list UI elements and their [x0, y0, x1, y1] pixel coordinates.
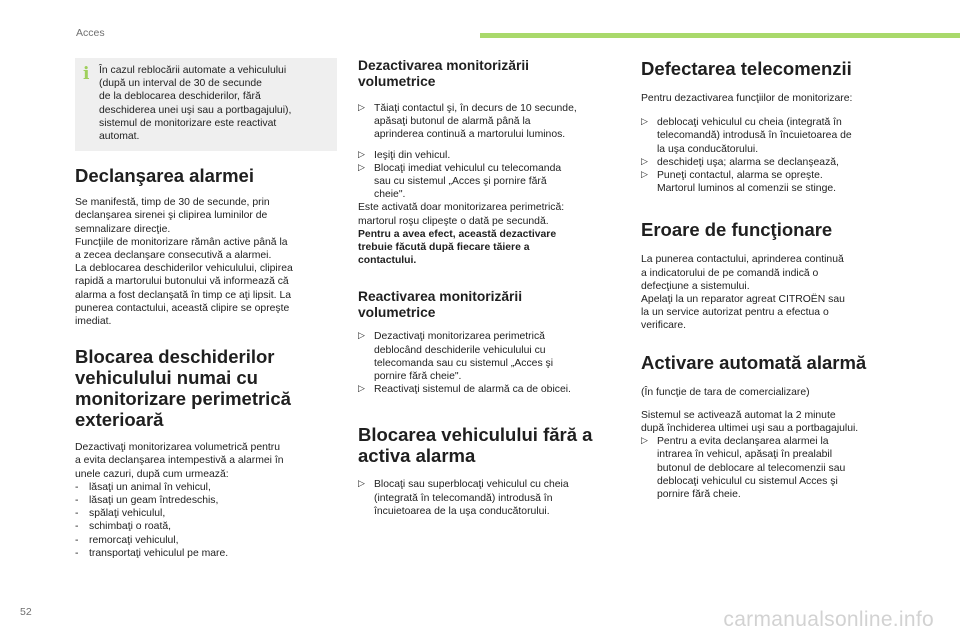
- perimeter-lock-list: [75, 481, 337, 560]
- remote-failure-intro: Pentru dezactivarea funcţiilor de monitorizare:: [641, 93, 853, 104]
- text-line: Ieşiţi din vehicul.: [374, 149, 451, 161]
- text-line: La deblocarea deschiderilor vehiculului, clipirea: [75, 263, 293, 275]
- list-item-text: [657, 116, 903, 156]
- list-item: [75, 481, 337, 494]
- text-line: declanşarea sirenei şi clipirea luminilor de: [75, 210, 268, 222]
- info-box: [75, 58, 337, 151]
- perimeter-lock-text: [75, 441, 337, 481]
- column-2: [358, 55, 620, 518]
- triangle-bullet-icon: ▷: [641, 156, 648, 167]
- text-line: Martorul luminos al comenzii se stinge.: [657, 183, 837, 195]
- info-text: [99, 64, 327, 143]
- list-item: [75, 534, 337, 547]
- heading-auto-activation: Activare automată alarmă: [641, 351, 867, 373]
- text-line: În cazul reblocării automate a vehiculului: [99, 65, 287, 76]
- triangle-bullet-icon: ▷: [641, 170, 648, 181]
- section-title: Acces: [76, 27, 105, 39]
- list-item-text: [657, 435, 903, 501]
- page-number: 52: [20, 606, 32, 618]
- list-item-text: spălaţi vehiculul,: [89, 508, 166, 520]
- text-line: pornire fără cheie".: [374, 371, 462, 383]
- dash-bullet: -: [75, 547, 79, 559]
- list-item-text: schimbaţi o roată,: [89, 521, 172, 533]
- column-3: [641, 55, 903, 501]
- text-line: punerea contactului, această clipire se opreşte: [75, 302, 290, 314]
- text-line: rapidă a martorului butonului vă informează că: [75, 276, 289, 288]
- text-line: Blocarea deschiderilor: [75, 346, 275, 368]
- triangle-bullet-icon: ▷: [358, 384, 365, 395]
- text-line: imediat.: [75, 316, 112, 328]
- triangle-bullet-icon: ▷: [358, 103, 365, 113]
- text-line: activa alarma: [358, 445, 476, 467]
- list-item-text: [657, 169, 903, 195]
- malfunction-text: [641, 253, 903, 332]
- list-item: [75, 494, 337, 507]
- text-line: încuietoarea de la uşa conducătorului.: [374, 505, 550, 517]
- text-line: deblocaţi vehiculul cu cheia (integrată în: [657, 117, 842, 129]
- text-line: Blocaţi sau superblocaţi vehiculul cu cheia: [374, 479, 569, 491]
- header-accent-bar: [480, 33, 960, 38]
- list-item-text: [374, 162, 620, 202]
- text-line: Apelaţi la un reparator agreat CITROËN sau: [641, 294, 845, 306]
- text-line: (integrată în telecomandă) introdusă în: [374, 492, 553, 504]
- triangle-bullet-icon: ▷: [358, 162, 365, 173]
- list-item-text: [374, 102, 620, 142]
- heading-volumetric-reactivation: [358, 289, 620, 321]
- list-item: [358, 478, 620, 518]
- text-line: Tăiaţi contactul şi, în decurs de 10 secunde,: [374, 103, 577, 114]
- text-line: deschideţi uşa; alarma se declanşează,: [657, 156, 839, 168]
- text-line: telecomandă) introdusă în încuietoarea de: [657, 130, 852, 142]
- text-line: Reactivarea monitorizării: [358, 289, 523, 305]
- text-line: a indicatorului de pe comandă indică o: [641, 267, 819, 279]
- list-item: [641, 435, 903, 501]
- text-line: la un service autorizat pentru a efectua o: [641, 307, 829, 319]
- triangle-bullet-icon: ▷: [641, 117, 648, 128]
- dash-bullet: -: [75, 508, 79, 520]
- auto-activation-text: [641, 409, 903, 435]
- heading-remote-failure: Defectarea telecomenzii: [641, 58, 852, 79]
- triangle-bullet-icon: ▷: [358, 149, 365, 160]
- text-line: aprinderea continuă a martorului luminos.: [374, 129, 566, 141]
- info-icon: i: [83, 64, 90, 84]
- heading-malfunction: Eroare de funcţionare: [641, 219, 833, 241]
- heading-alarm-trigger: Declanşarea alarmei: [75, 165, 254, 187]
- text-line: deblocaţi vehiculul cu sistemul Acces şi: [657, 475, 838, 487]
- list-item-text: transportaţi vehiculul pe mare.: [89, 547, 229, 559]
- deactivation-note: [358, 201, 620, 227]
- list-item-text: lăsaţi un geam întredeschis,: [89, 495, 219, 507]
- text-line: Reactivaţi sistemul de alarmă ca de obicei.: [374, 384, 571, 396]
- text-line: monitorizare perimetrică: [75, 388, 291, 410]
- list-item: [358, 102, 620, 142]
- watermark: carmanualsonline.info: [723, 608, 934, 631]
- text-line: telecomanda sau cu sistemul „Acces şi: [374, 357, 554, 369]
- list-item: [358, 162, 620, 202]
- triangle-bullet-icon: ▷: [641, 436, 648, 447]
- heading-volumetric-deactivation: [358, 58, 620, 90]
- list-item-text: [374, 149, 620, 162]
- text-line: sau cu sistemul „Acces şi pornire fără: [374, 176, 547, 188]
- text-line: apăsaţi butonul de alarmă până la: [374, 116, 531, 128]
- dash-bullet: -: [75, 481, 79, 493]
- heading-lock-without-alarm: [358, 424, 620, 466]
- text-line: după închiderea ultimei uşi sau a portbagajului.: [641, 423, 859, 435]
- text-line: sistemul de monitorizare este reactivat: [99, 117, 277, 129]
- heading-perimeter-lock: [75, 346, 337, 430]
- triangle-bullet-icon: ▷: [358, 479, 365, 490]
- list-item: [358, 383, 620, 396]
- list-item-text: [657, 156, 903, 169]
- text-line: vehiculului numai cu: [75, 367, 258, 389]
- text-line: intrarea în vehicul, apăsaţi în prealabil: [657, 449, 833, 461]
- list-item: [75, 547, 337, 560]
- text-line: semnalizare direcţie.: [75, 223, 171, 235]
- text-line: Pentru a avea efect, această dezactivare: [358, 228, 557, 240]
- triangle-bullet-icon: ▷: [358, 331, 365, 342]
- text-line: Sistemul se activează automat la 2 minute: [641, 409, 836, 421]
- text-line: deblocând deschiderile vehiculului cu: [374, 344, 546, 356]
- list-item-text: remorcaţi vehiculul,: [89, 534, 179, 546]
- text-line: alarma a fost declanşată în timp ce aţi lipsit. La: [75, 289, 292, 301]
- deactivation-warning: [358, 228, 620, 268]
- text-line: Se manifestă, timp de 30 de secunde, prin: [75, 197, 270, 209]
- text-line: unele cazuri, după cum urmează:: [75, 468, 229, 480]
- list-item: [358, 149, 620, 162]
- alarm-trigger-text: [75, 196, 337, 328]
- text-line: defecţiune a sistemului.: [641, 280, 750, 292]
- text-line: Funcţiile de monitorizare rămân active până la: [75, 236, 288, 248]
- text-line: de la deblocarea deschiderilor, fără: [99, 91, 261, 103]
- text-line: Puneţi contactul, alarma se opreşte.: [657, 170, 823, 182]
- text-line: trebuie făcută după fiecare tăiere a: [358, 242, 530, 254]
- list-item-text: [374, 330, 620, 383]
- list-item: [641, 169, 903, 195]
- text-line: Blocarea vehiculului fără a: [358, 424, 593, 446]
- text-line: exterioară: [75, 409, 164, 431]
- text-line: Pentru a evita declanşarea alarmei la: [657, 436, 829, 448]
- text-line: Blocaţi imediat vehiculul cu telecomanda: [374, 162, 562, 174]
- text-line: Dezactivaţi monitorizarea perimetrică: [374, 331, 545, 343]
- list-item: [75, 507, 337, 520]
- text-line: deschiderea unei uşi sau a portbagajului),: [99, 104, 292, 116]
- text-line: butonul de deblocare al telecomenzii sau: [657, 462, 846, 474]
- list-item: [641, 156, 903, 169]
- list-item-text: [374, 383, 620, 396]
- text-line: a zecea declanşare consecutivă a alarmei.: [75, 250, 272, 262]
- dash-bullet: -: [75, 534, 79, 546]
- text-line: volumetrice: [358, 305, 436, 321]
- list-item: [641, 116, 903, 156]
- text-line: volumetrice: [358, 74, 436, 89]
- list-item-text: lăsaţi un animal în vehicul,: [89, 481, 211, 493]
- text-line: contactului.: [358, 255, 417, 267]
- list-item: [358, 330, 620, 383]
- dash-bullet: -: [75, 495, 79, 507]
- text-line: a evita declanşarea intempestivă a alarmei în: [75, 455, 284, 467]
- auto-activation-note: (În funcţie de tara de comercializare): [641, 386, 810, 398]
- dash-bullet: -: [75, 521, 79, 533]
- text-line: Este activată doar monitorizarea perimetrică:: [358, 202, 565, 214]
- list-item: [75, 520, 337, 533]
- text-line: Dezactivarea monitorizării: [358, 58, 529, 73]
- list-item-text: [374, 478, 620, 518]
- text-line: La punerea contactului, aprinderea continuă: [641, 254, 844, 266]
- text-line: la uşa conducătorului.: [657, 143, 759, 155]
- text-line: Dezactivaţi monitorizarea volumetrică pentru: [75, 442, 281, 454]
- text-line: verificare.: [641, 320, 687, 332]
- text-line: martorul roşu clipeşte o dată pe secundă.: [358, 215, 549, 227]
- text-line: automat.: [99, 131, 140, 143]
- text-line: cheie".: [374, 189, 406, 201]
- column-1: [75, 55, 337, 560]
- text-line: pornire fără cheie.: [657, 489, 741, 501]
- text-line: (după un interval de 30 de secunde: [99, 78, 262, 90]
